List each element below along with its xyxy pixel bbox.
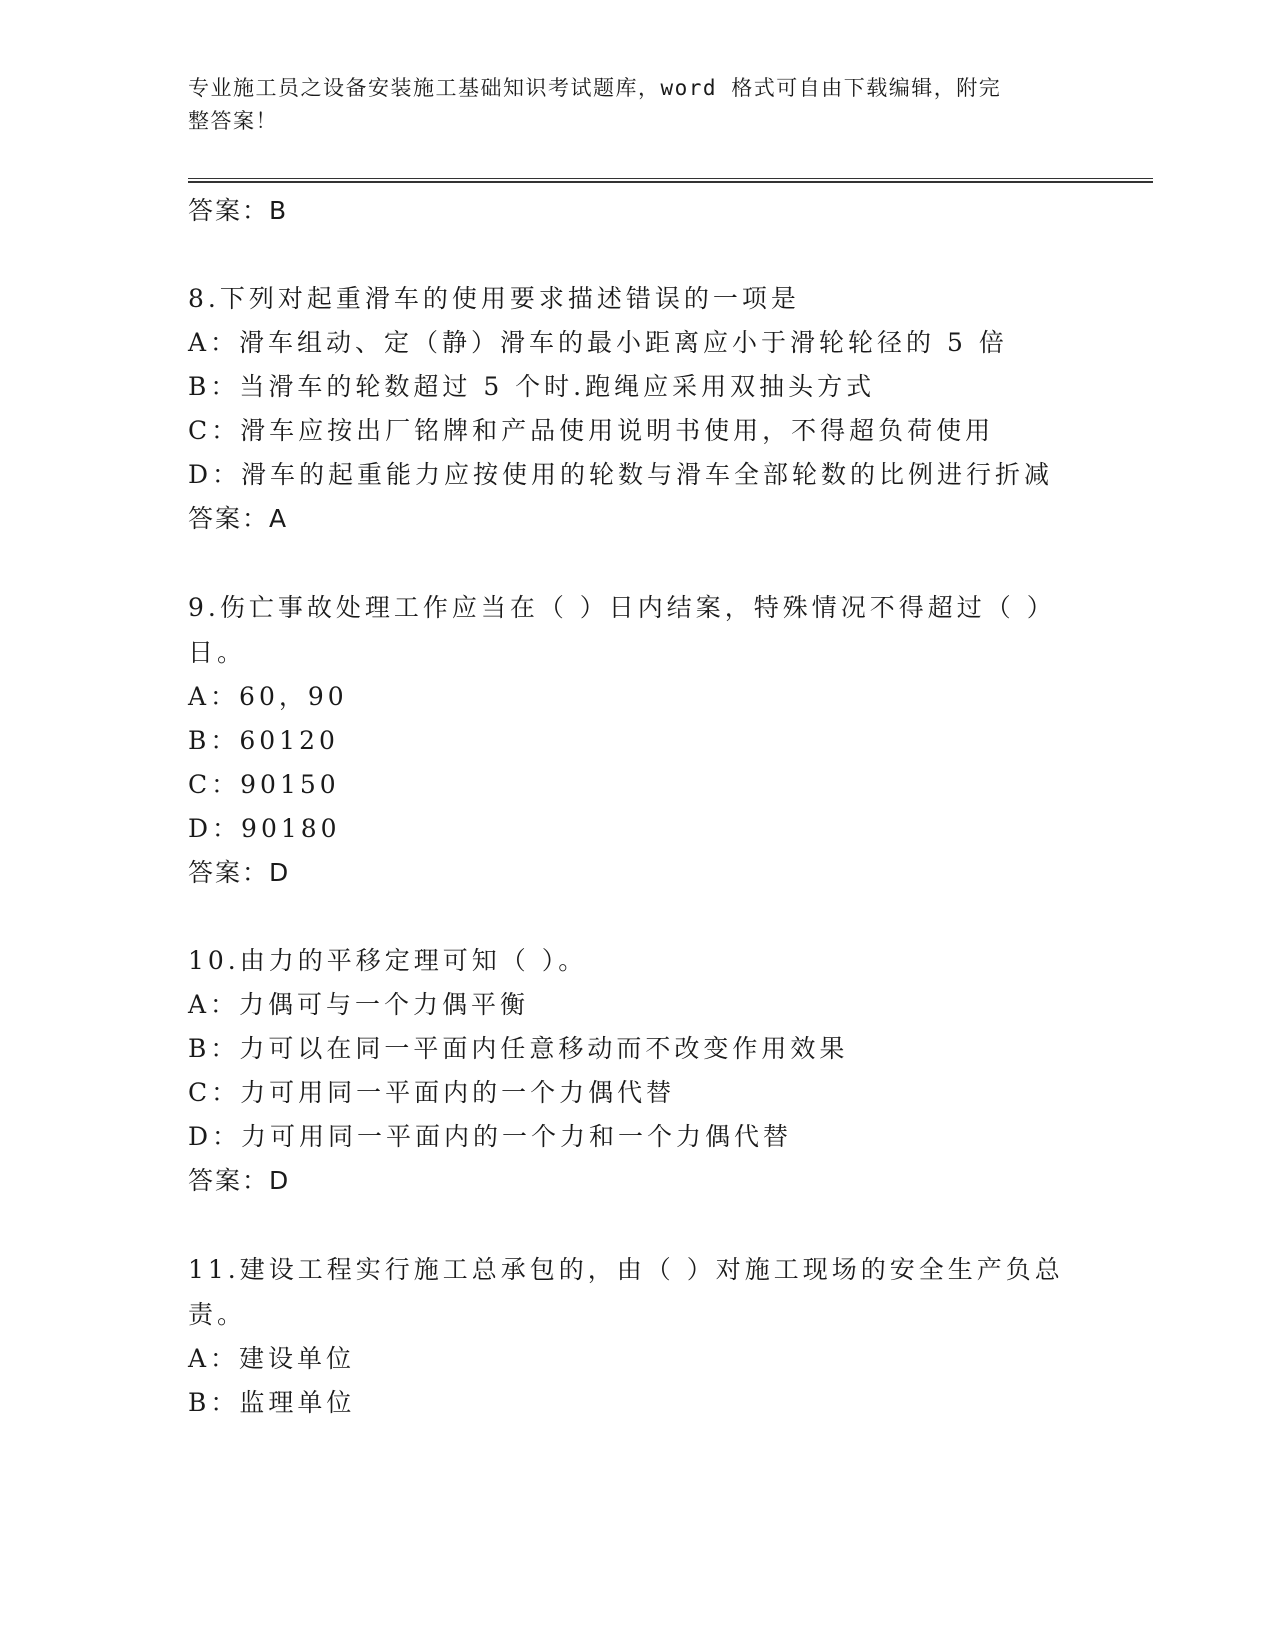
option-a: A：建设单位 — [188, 1344, 356, 1373]
question-block — [188, 1247, 1068, 1425]
spacer — [188, 233, 1068, 277]
option-d: D：90180 — [188, 814, 341, 843]
question-list — [188, 189, 1068, 1425]
option-d: D：力可用同一平面内的一个力和一个力偶代替 — [188, 1122, 793, 1151]
question-block — [188, 277, 1068, 541]
option-b: B：60120 — [188, 726, 339, 755]
answer-line: 答案：D — [188, 1166, 291, 1195]
option-a: A：滑车组动、定（静）滑车的最小距离应小于滑轮轮径的 5 倍 — [188, 328, 1008, 357]
answer-line: 答案：B — [188, 196, 289, 225]
question-block — [188, 939, 1068, 1203]
spacer — [188, 1203, 1068, 1247]
option-a: A：60，90 — [188, 682, 348, 711]
option-c: C：滑车应按出厂铭牌和产品使用说明书使用，不得超负荷使用 — [188, 416, 995, 445]
option-d: D：滑车的起重能力应按使用的轮数与滑车全部轮数的比例进行折减 — [188, 460, 1054, 489]
spacer — [188, 895, 1068, 939]
question-stem: 9.伤亡事故处理工作应当在（ ）日内结案，特殊情况不得超过（ ）日。 — [188, 593, 1056, 667]
option-b: B：当滑车的轮数超过 5 个时.跑绳应采用双抽头方式 — [188, 372, 876, 401]
question-stem: 8.下列对起重滑车的使用要求描述错误的一项是 — [188, 284, 800, 313]
option-c: C：90150 — [188, 770, 340, 799]
option-a: A：力偶可与一个力偶平衡 — [188, 990, 530, 1019]
option-b: B：力可以在同一平面内任意移动而不改变作用效果 — [188, 1034, 849, 1063]
question-stem: 10.由力的平移定理可知（ ）。 — [188, 946, 588, 975]
question-stem: 11.建设工程实行施工总承包的，由（ ）对施工现场的安全生产负总责。 — [188, 1255, 1064, 1329]
header-divider-thin — [188, 178, 1153, 179]
answer-line: 答案：D — [188, 858, 291, 887]
header-divider-thick — [188, 181, 1153, 183]
option-b: B：监理单位 — [188, 1388, 356, 1417]
question-block — [188, 585, 1068, 895]
option-c: C：力可用同一平面内的一个力偶代替 — [188, 1078, 676, 1107]
answer-line: 答案：A — [188, 504, 289, 533]
document-header: 专业施工员之设备安装施工基础知识考试题库，word 格式可自由下载编辑，附完 整答案！ — [188, 76, 1002, 133]
spacer — [188, 541, 1068, 585]
